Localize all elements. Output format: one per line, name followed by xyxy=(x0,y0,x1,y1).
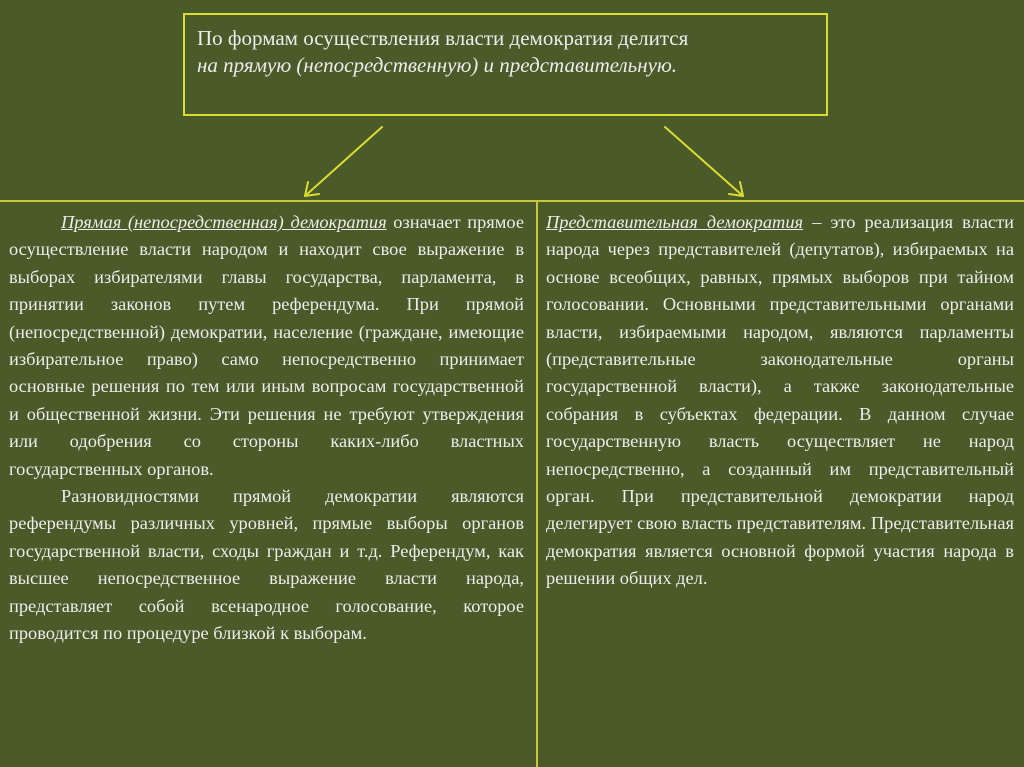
direct-democracy-column xyxy=(9,209,524,648)
title-line-2: на прямую (непосредственную) и представительную. xyxy=(197,53,678,77)
direct-democracy-paragraph-1 xyxy=(9,209,524,483)
direct-democracy-definition: означает прямое осуществление власти народом и находит свое выражение в выборах избирателями главы государства, парламента, в принятии законов путем референдума. При прямой (непосредственной) демократии, население (граждане, имеющие избирательное право) само непосредственно принимает основные решения по тем или иным вопросам государственной и общественной жизни. Эти решения не требуют утверждения или одобрения со стороны каких-либо властных государственных органов. xyxy=(9,212,524,479)
divider-horizontal xyxy=(0,200,1024,202)
arrow-right-head xyxy=(729,182,743,196)
arrow-left-head xyxy=(305,182,319,196)
representative-democracy-definition: – это реализация власти народа через представителей (депутатов), избираемых на основе всеобщих, равных, прямых выборов при тайном голосовании. Основными представительными органами власти, избираемыми народом, являются парламенты (представительные законодательные органы государственной власти), а также законодательные собрания в субъектах федерации. В данном случае государственную власть осуществляет не народ непосредственно, а созданный им представительный орган. При представительной демократии народ делегирует свою власть представителям. Представительная демократия является основной формой участия народа в решении общих дел. xyxy=(546,212,1014,589)
title-box xyxy=(183,13,828,116)
representative-democracy-paragraph xyxy=(546,209,1014,593)
divider-vertical xyxy=(536,200,538,767)
representative-democracy-term: Представительная демократия xyxy=(546,212,804,232)
representative-democracy-column xyxy=(546,209,1014,593)
arrow-right xyxy=(665,127,743,196)
direct-democracy-term: Прямая (непосредственная) демократия xyxy=(61,212,387,232)
title-line-1: По формам осуществления власти демократия делится xyxy=(197,26,689,50)
direct-democracy-paragraph-2: Разновидностями прямой демократии являются референдумы различных уровней, прямые выборы органов государственной власти, сходы граждан и т.д. Референдум, как высшее непосредственное выражение власти народа, представляет собой всенародное голосование, которое проводится по процедуре близкой к выборам. xyxy=(9,486,524,644)
arrow-left xyxy=(305,127,382,196)
